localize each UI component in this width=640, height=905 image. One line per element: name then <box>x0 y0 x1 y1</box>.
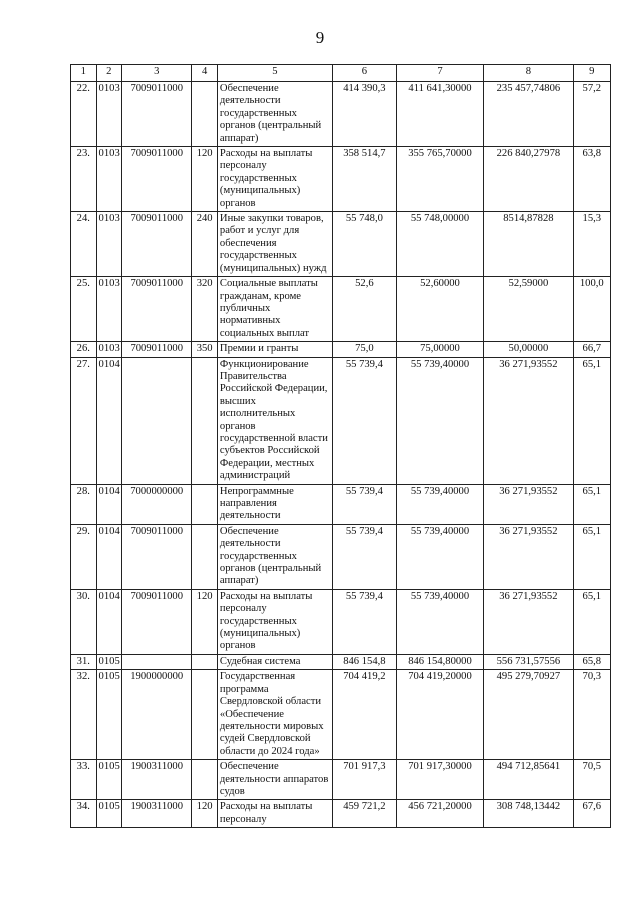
expense-type-code <box>192 760 218 800</box>
row-number: 25. <box>71 277 97 342</box>
approved-amount: 55 748,00000 <box>396 212 483 277</box>
column-header: 7 <box>396 65 483 82</box>
section-code: 0104 <box>96 524 122 589</box>
row-number: 24. <box>71 212 97 277</box>
table-row <box>71 524 611 589</box>
column-header: 9 <box>573 65 610 82</box>
approved-amount: 55 739,40000 <box>396 357 483 484</box>
execution-percent: 65,1 <box>573 357 610 484</box>
executed-amount: 556 731,57556 <box>484 654 573 669</box>
planned-amount: 75,0 <box>332 342 396 357</box>
item-name: Расходы на выплаты персоналу государственных (муниципальных) органов <box>217 147 332 212</box>
item-name: Расходы на выплаты персоналу государственных (муниципальных) органов <box>217 589 332 654</box>
section-code: 0103 <box>96 147 122 212</box>
planned-amount: 55 739,4 <box>332 524 396 589</box>
column-header: 5 <box>217 65 332 82</box>
row-number: 31. <box>71 654 97 669</box>
row-number: 22. <box>71 82 97 147</box>
execution-percent: 100,0 <box>573 277 610 342</box>
item-name: Премии и гранты <box>217 342 332 357</box>
execution-percent: 65,1 <box>573 484 610 524</box>
item-name: Обеспечение деятельности аппаратов судов <box>217 760 332 800</box>
section-code: 0105 <box>96 760 122 800</box>
approved-amount: 55 739,40000 <box>396 589 483 654</box>
execution-percent: 65,1 <box>573 589 610 654</box>
row-number: 28. <box>71 484 97 524</box>
execution-percent: 67,6 <box>573 800 610 828</box>
target-article-code <box>122 357 192 484</box>
column-header: 2 <box>96 65 122 82</box>
column-header: 3 <box>122 65 192 82</box>
planned-amount: 701 917,3 <box>332 760 396 800</box>
executed-amount: 36 271,93552 <box>484 357 573 484</box>
target-article-code: 7009011000 <box>122 524 192 589</box>
target-article-code: 7009011000 <box>122 147 192 212</box>
table-row <box>71 342 611 357</box>
row-number: 23. <box>71 147 97 212</box>
planned-amount: 846 154,8 <box>332 654 396 669</box>
table-body <box>71 65 611 828</box>
execution-percent: 57,2 <box>573 82 610 147</box>
executed-amount: 50,00000 <box>484 342 573 357</box>
target-article-code: 7000000000 <box>122 484 192 524</box>
expense-type-code: 120 <box>192 147 218 212</box>
section-code: 0104 <box>96 357 122 484</box>
table-row <box>71 484 611 524</box>
table-row <box>71 357 611 484</box>
planned-amount: 55 739,4 <box>332 357 396 484</box>
row-number: 30. <box>71 589 97 654</box>
planned-amount: 55 739,4 <box>332 484 396 524</box>
execution-percent: 65,8 <box>573 654 610 669</box>
item-name: Обеспечение деятельности государственных органов (центральный аппарат) <box>217 524 332 589</box>
approved-amount: 456 721,20000 <box>396 800 483 828</box>
executed-amount: 226 840,27978 <box>484 147 573 212</box>
planned-amount: 55 748,0 <box>332 212 396 277</box>
approved-amount: 75,00000 <box>396 342 483 357</box>
expense-type-code <box>192 524 218 589</box>
item-name: Иные закупки товаров, работ и услуг для обеспечения государственных (муниципальных) нужд <box>217 212 332 277</box>
target-article-code: 7009011000 <box>122 212 192 277</box>
table-row <box>71 800 611 828</box>
planned-amount: 459 721,2 <box>332 800 396 828</box>
section-code: 0104 <box>96 484 122 524</box>
section-code: 0103 <box>96 342 122 357</box>
expense-type-code <box>192 670 218 760</box>
table-row <box>71 147 611 212</box>
section-code: 0103 <box>96 277 122 342</box>
planned-amount: 52,6 <box>332 277 396 342</box>
row-number: 33. <box>71 760 97 800</box>
approved-amount: 411 641,30000 <box>396 82 483 147</box>
expense-type-code: 320 <box>192 277 218 342</box>
expense-type-code: 120 <box>192 589 218 654</box>
table-row <box>71 670 611 760</box>
executed-amount: 494 712,85641 <box>484 760 573 800</box>
row-number: 34. <box>71 800 97 828</box>
item-name: Социальные выплаты гражданам, кроме публичных нормативных социальных выплат <box>217 277 332 342</box>
section-code: 0105 <box>96 800 122 828</box>
table-row <box>71 589 611 654</box>
approved-amount: 355 765,70000 <box>396 147 483 212</box>
page-number: 9 <box>315 28 325 47</box>
column-header: 4 <box>192 65 218 82</box>
target-article-code: 7009011000 <box>122 342 192 357</box>
executed-amount: 308 748,13442 <box>484 800 573 828</box>
expense-type-code <box>192 484 218 524</box>
executed-amount: 235 457,74806 <box>484 82 573 147</box>
section-code: 0103 <box>96 212 122 277</box>
item-name: Обеспечение деятельности государственных органов (центральный аппарат) <box>217 82 332 147</box>
executed-amount: 495 279,70927 <box>484 670 573 760</box>
execution-percent: 63,8 <box>573 147 610 212</box>
column-header: 1 <box>71 65 97 82</box>
execution-percent: 70,5 <box>573 760 610 800</box>
approved-amount: 55 739,40000 <box>396 484 483 524</box>
section-code: 0104 <box>96 589 122 654</box>
expense-type-code: 120 <box>192 800 218 828</box>
approved-amount: 704 419,20000 <box>396 670 483 760</box>
expense-type-code <box>192 357 218 484</box>
target-article-code <box>122 654 192 669</box>
executed-amount: 36 271,93552 <box>484 524 573 589</box>
approved-amount: 701 917,30000 <box>396 760 483 800</box>
target-article-code: 1900000000 <box>122 670 192 760</box>
execution-percent: 65,1 <box>573 524 610 589</box>
target-article-code: 7009011000 <box>122 589 192 654</box>
section-code: 0103 <box>96 82 122 147</box>
item-name: Функционирование Правительства Российской Федерации, высших исполнительных органов государственной власти субъектов Российской Федерации, местных администраций <box>217 357 332 484</box>
item-name: Государственная программа Свердловской области «Обеспечение деятельности мировых судей Свердловской области до 2024 года» <box>217 670 332 760</box>
expense-type-code: 240 <box>192 212 218 277</box>
planned-amount: 704 419,2 <box>332 670 396 760</box>
executed-amount: 36 271,93552 <box>484 589 573 654</box>
row-number: 26. <box>71 342 97 357</box>
approved-amount: 52,60000 <box>396 277 483 342</box>
planned-amount: 358 514,7 <box>332 147 396 212</box>
approved-amount: 846 154,80000 <box>396 654 483 669</box>
row-number: 29. <box>71 524 97 589</box>
execution-percent: 15,3 <box>573 212 610 277</box>
executed-amount: 8514,87828 <box>484 212 573 277</box>
target-article-code: 7009011000 <box>122 82 192 147</box>
target-article-code: 1900311000 <box>122 800 192 828</box>
target-article-code: 1900311000 <box>122 760 192 800</box>
table-row <box>71 760 611 800</box>
item-name: Расходы на выплаты персоналу <box>217 800 332 828</box>
row-number: 32. <box>71 670 97 760</box>
table-row <box>71 212 611 277</box>
executed-amount: 52,59000 <box>484 277 573 342</box>
column-header: 8 <box>484 65 573 82</box>
row-number: 27. <box>71 357 97 484</box>
table-row <box>71 277 611 342</box>
target-article-code: 7009011000 <box>122 277 192 342</box>
executed-amount: 36 271,93552 <box>484 484 573 524</box>
column-header: 6 <box>332 65 396 82</box>
table-row <box>71 82 611 147</box>
approved-amount: 55 739,40000 <box>396 524 483 589</box>
expense-type-code: 350 <box>192 342 218 357</box>
item-name: Непрограммные направления деятельности <box>217 484 332 524</box>
execution-percent: 70,3 <box>573 670 610 760</box>
header-row <box>71 65 611 82</box>
execution-percent: 66,7 <box>573 342 610 357</box>
budget-table <box>70 64 611 828</box>
section-code: 0105 <box>96 654 122 669</box>
planned-amount: 414 390,3 <box>332 82 396 147</box>
section-code: 0105 <box>96 670 122 760</box>
expense-type-code <box>192 654 218 669</box>
table-row <box>71 654 611 669</box>
item-name: Судебная система <box>217 654 332 669</box>
expense-type-code <box>192 82 218 147</box>
planned-amount: 55 739,4 <box>332 589 396 654</box>
